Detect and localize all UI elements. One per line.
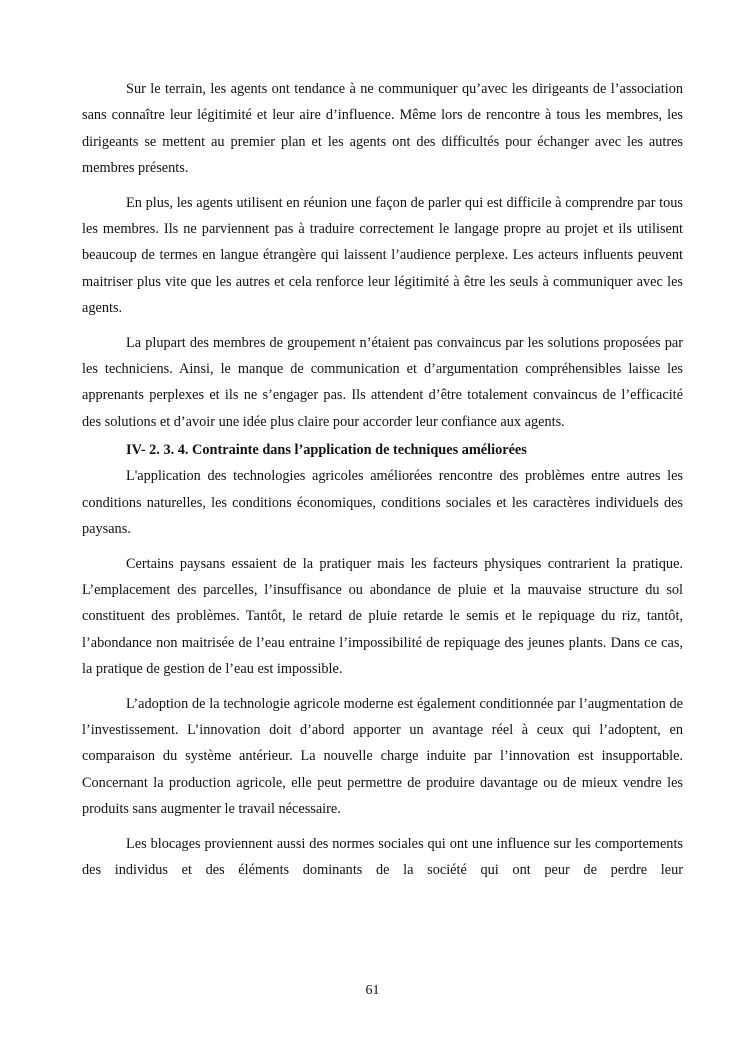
page-number: 61	[365, 983, 380, 998]
paragraph-membres-non-convaincus: La plupart des membres de groupement n’étaient pas convaincus par les solutions proposées par les techniciens. Ainsi, le manque de communication et d’argumentation compréhensibles laisse les apprenants perplexes et ils ne s’engager pas. Ils attendent d’être totalement convaincus de l’efficacité des solutions et d’avoir une idée plus claire pour accorder leur confiance aux agents.	[82, 334, 683, 430]
section-heading: IV- 2. 3. 4. Contrainte dans l’application de techniques améliorées	[126, 442, 527, 459]
paragraph-facteurs-physiques: Certains paysans essaient de la pratiquer mais les facteurs physiques contrarient la pratique. L’emplacement des parcelles, l’insuffisance ou abondance de pluie et la mauvaise structure du sol constituent des problèmes. Tantôt, le retard de pluie retarde le semis et le repiquage du riz, tantôt, l’abondance non maitrisée de l’eau entraine l’impossibilité de repiquage des jeunes plants. Dans ce cas, la pratique de gestion de l’eau est impossible.	[82, 555, 683, 678]
paragraph-application-technologies: L'application des technologies agricoles améliorées rencontre des problèmes entre autres les conditions naturelles, les conditions économiques, conditions sociales et les caractères individuels des paysans.	[82, 468, 683, 538]
paragraph-facon-de-parler: En plus, les agents utilisent en réunion une façon de parler qui est difficile à comprendre par tous les membres. Ils ne parviennent pas à traduire correctement le langage propre au projet et ils utilisent beaucoup de termes en langue étrangère qui laissent l’audience perplexe. Les acteurs influents peuvent maitriser plus vite que les autres et cela renforce leur légitimité à être les seuls à communiquer avec les agents.	[82, 194, 683, 317]
page-body	[82, 76, 683, 891]
paragraph-adoption-investissement: L’adoption de la technologie agricole moderne est également conditionnée par l’augmentation de l’investissement. L’innovation doit d’abord apporter un avantage réel à ceux qui l’adoptent, en comparaison du système antérieur. La nouvelle charge induite par l’innovation est insupportable. Concernant la production agricole, elle peut permettre de produire davantage ou de mieux vendre les produits sans augmenter le travail nécessaire.	[82, 695, 683, 818]
paragraph-normes-sociales: Les blocages proviennent aussi des normes sociales qui ont une influence sur les comportements des individus et des éléments dominants de la société qui ont peur de perdre leur	[82, 835, 683, 878]
paragraph-agents-terrain: Sur le terrain, les agents ont tendance à ne communiquer qu’avec les dirigeants de l’association sans connaître leur légitimité et leur aire d’influence. Même lors de rencontre à tous les membres, les dirigeants se mettent au premier plan et les agents ont des difficultés pour échanger avec les autres membres présents.	[82, 81, 683, 177]
